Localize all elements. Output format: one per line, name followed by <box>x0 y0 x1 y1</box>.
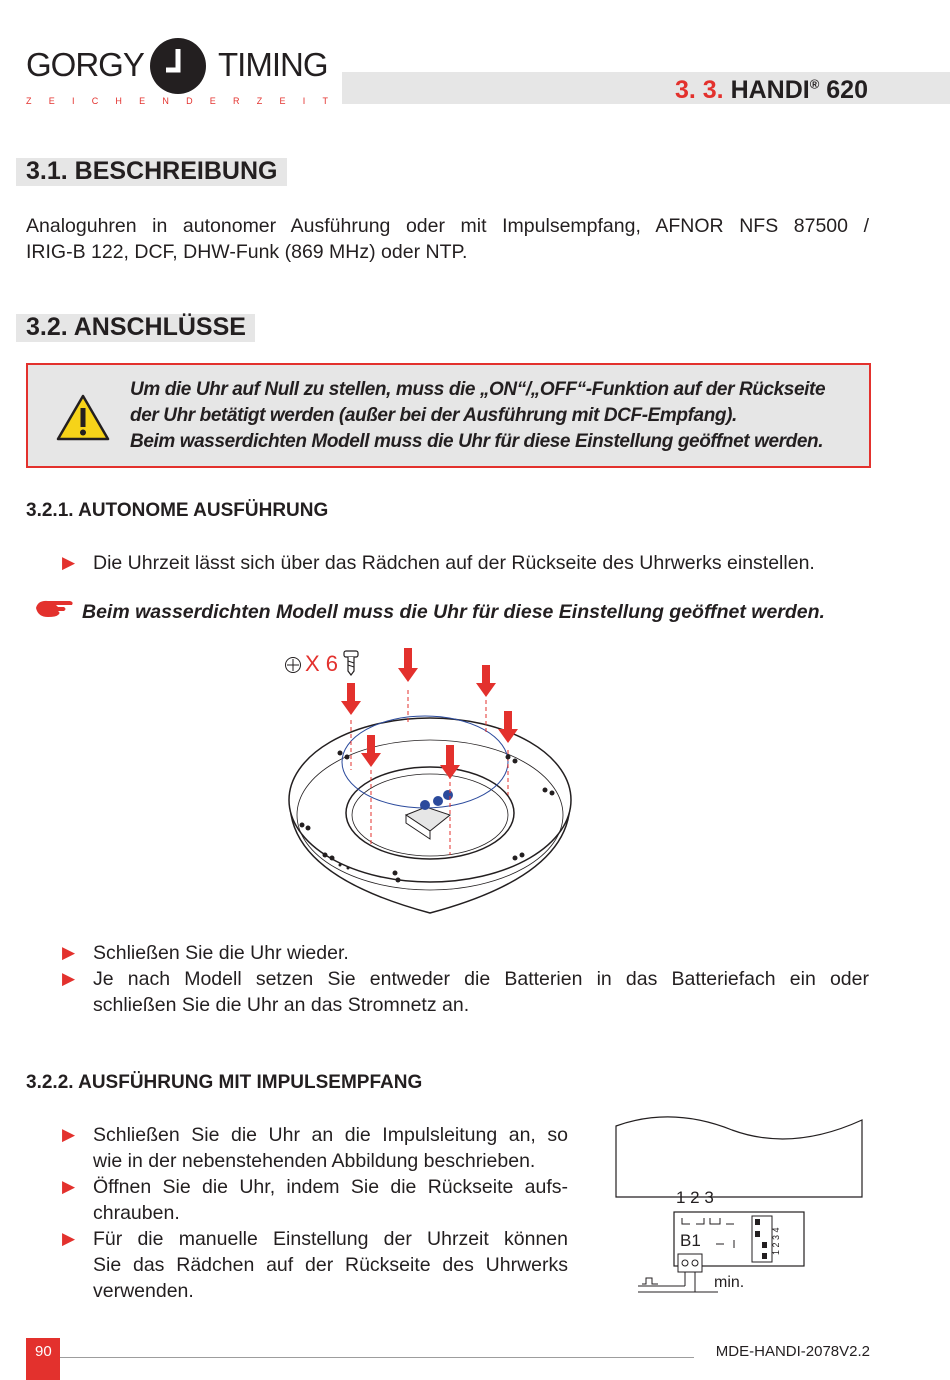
warning-text: Um die Uhr auf Null zu stellen, muss die „ON“/„OFF“-Funktion auf der Rückseite der Uhr betätigt werden (außer bei der Ausführung mit DCF-Empfang). Beim wasserdichten Modell muss die Uhr für diese Einstellung geöffnet werden. <box>130 379 826 452</box>
document-code: MDE-HANDI-2078V2.2 <box>715 1343 870 1360</box>
warning-icon <box>55 393 111 443</box>
heading-anschluesse: 3.2. ANSCHLÜSSE <box>26 313 246 341</box>
logo-tagline: Z E I C H E N D E R Z E I T <box>26 96 328 106</box>
logo-gorgy: GORGY <box>26 46 144 83</box>
heading-ausfuehrung-impulsempfang: 3.2.2. AUSFÜHRUNG MIT IMPULSEMPFANG <box>26 1072 423 1093</box>
product-name: HANDI <box>730 76 810 104</box>
logo-clock-icon <box>149 37 207 95</box>
wiring-diagram <box>612 1112 868 1297</box>
heading-beschreibung: 3.1. BESCHREIBUNG <box>26 157 278 185</box>
bullet-arrow-icon: ▶ <box>62 1125 76 1144</box>
screw-count-label: X 6 <box>305 651 339 676</box>
bullet-arrow-icon: ▶ <box>62 943 76 962</box>
clock-assembly-illustration <box>280 645 580 915</box>
footer-divider <box>60 1357 694 1358</box>
note-text: Beim wasserdichten Modell muss die Uhr für diese Einstellung geöffnet werden. <box>82 601 825 623</box>
registered-mark: ® <box>809 76 820 92</box>
pointing-hand-icon <box>34 596 76 620</box>
bullet-arrow-icon: ▶ <box>62 553 76 572</box>
screw-icon <box>344 651 358 675</box>
screwdriver-crosshead-icon <box>284 656 302 674</box>
diagram-dip-labels: 1 2 3 4 <box>771 1227 781 1255</box>
page-number: 90 <box>35 1343 52 1360</box>
warning-box <box>26 363 871 468</box>
heading-autonome-ausfuehrung: 3.2.1. AUTONOME AUSFÜHRUNG <box>26 500 329 521</box>
bullet-arrow-icon: ▶ <box>62 1229 76 1248</box>
diagram-pin-labels: 1 2 3 <box>676 1188 714 1207</box>
bullet-arrow-icon: ▶ <box>62 1177 76 1196</box>
section-number: 3. 3. <box>674 76 724 104</box>
page-title <box>675 76 868 105</box>
product-model: 620 <box>826 76 868 104</box>
description-text: Analoguhren in autonomer Ausführung oder mit Impulsempfang, AFNOR NFS 87500 / IRIG-B 122, DCF, DHW-Funk (869 MHz) oder NTP. <box>26 215 869 263</box>
bullet-arrow-icon: ▶ <box>62 969 76 988</box>
diagram-min-label: min. <box>714 1274 745 1291</box>
diagram-block-label: B1 <box>680 1231 701 1250</box>
logo-timing: TIMING <box>218 46 328 83</box>
